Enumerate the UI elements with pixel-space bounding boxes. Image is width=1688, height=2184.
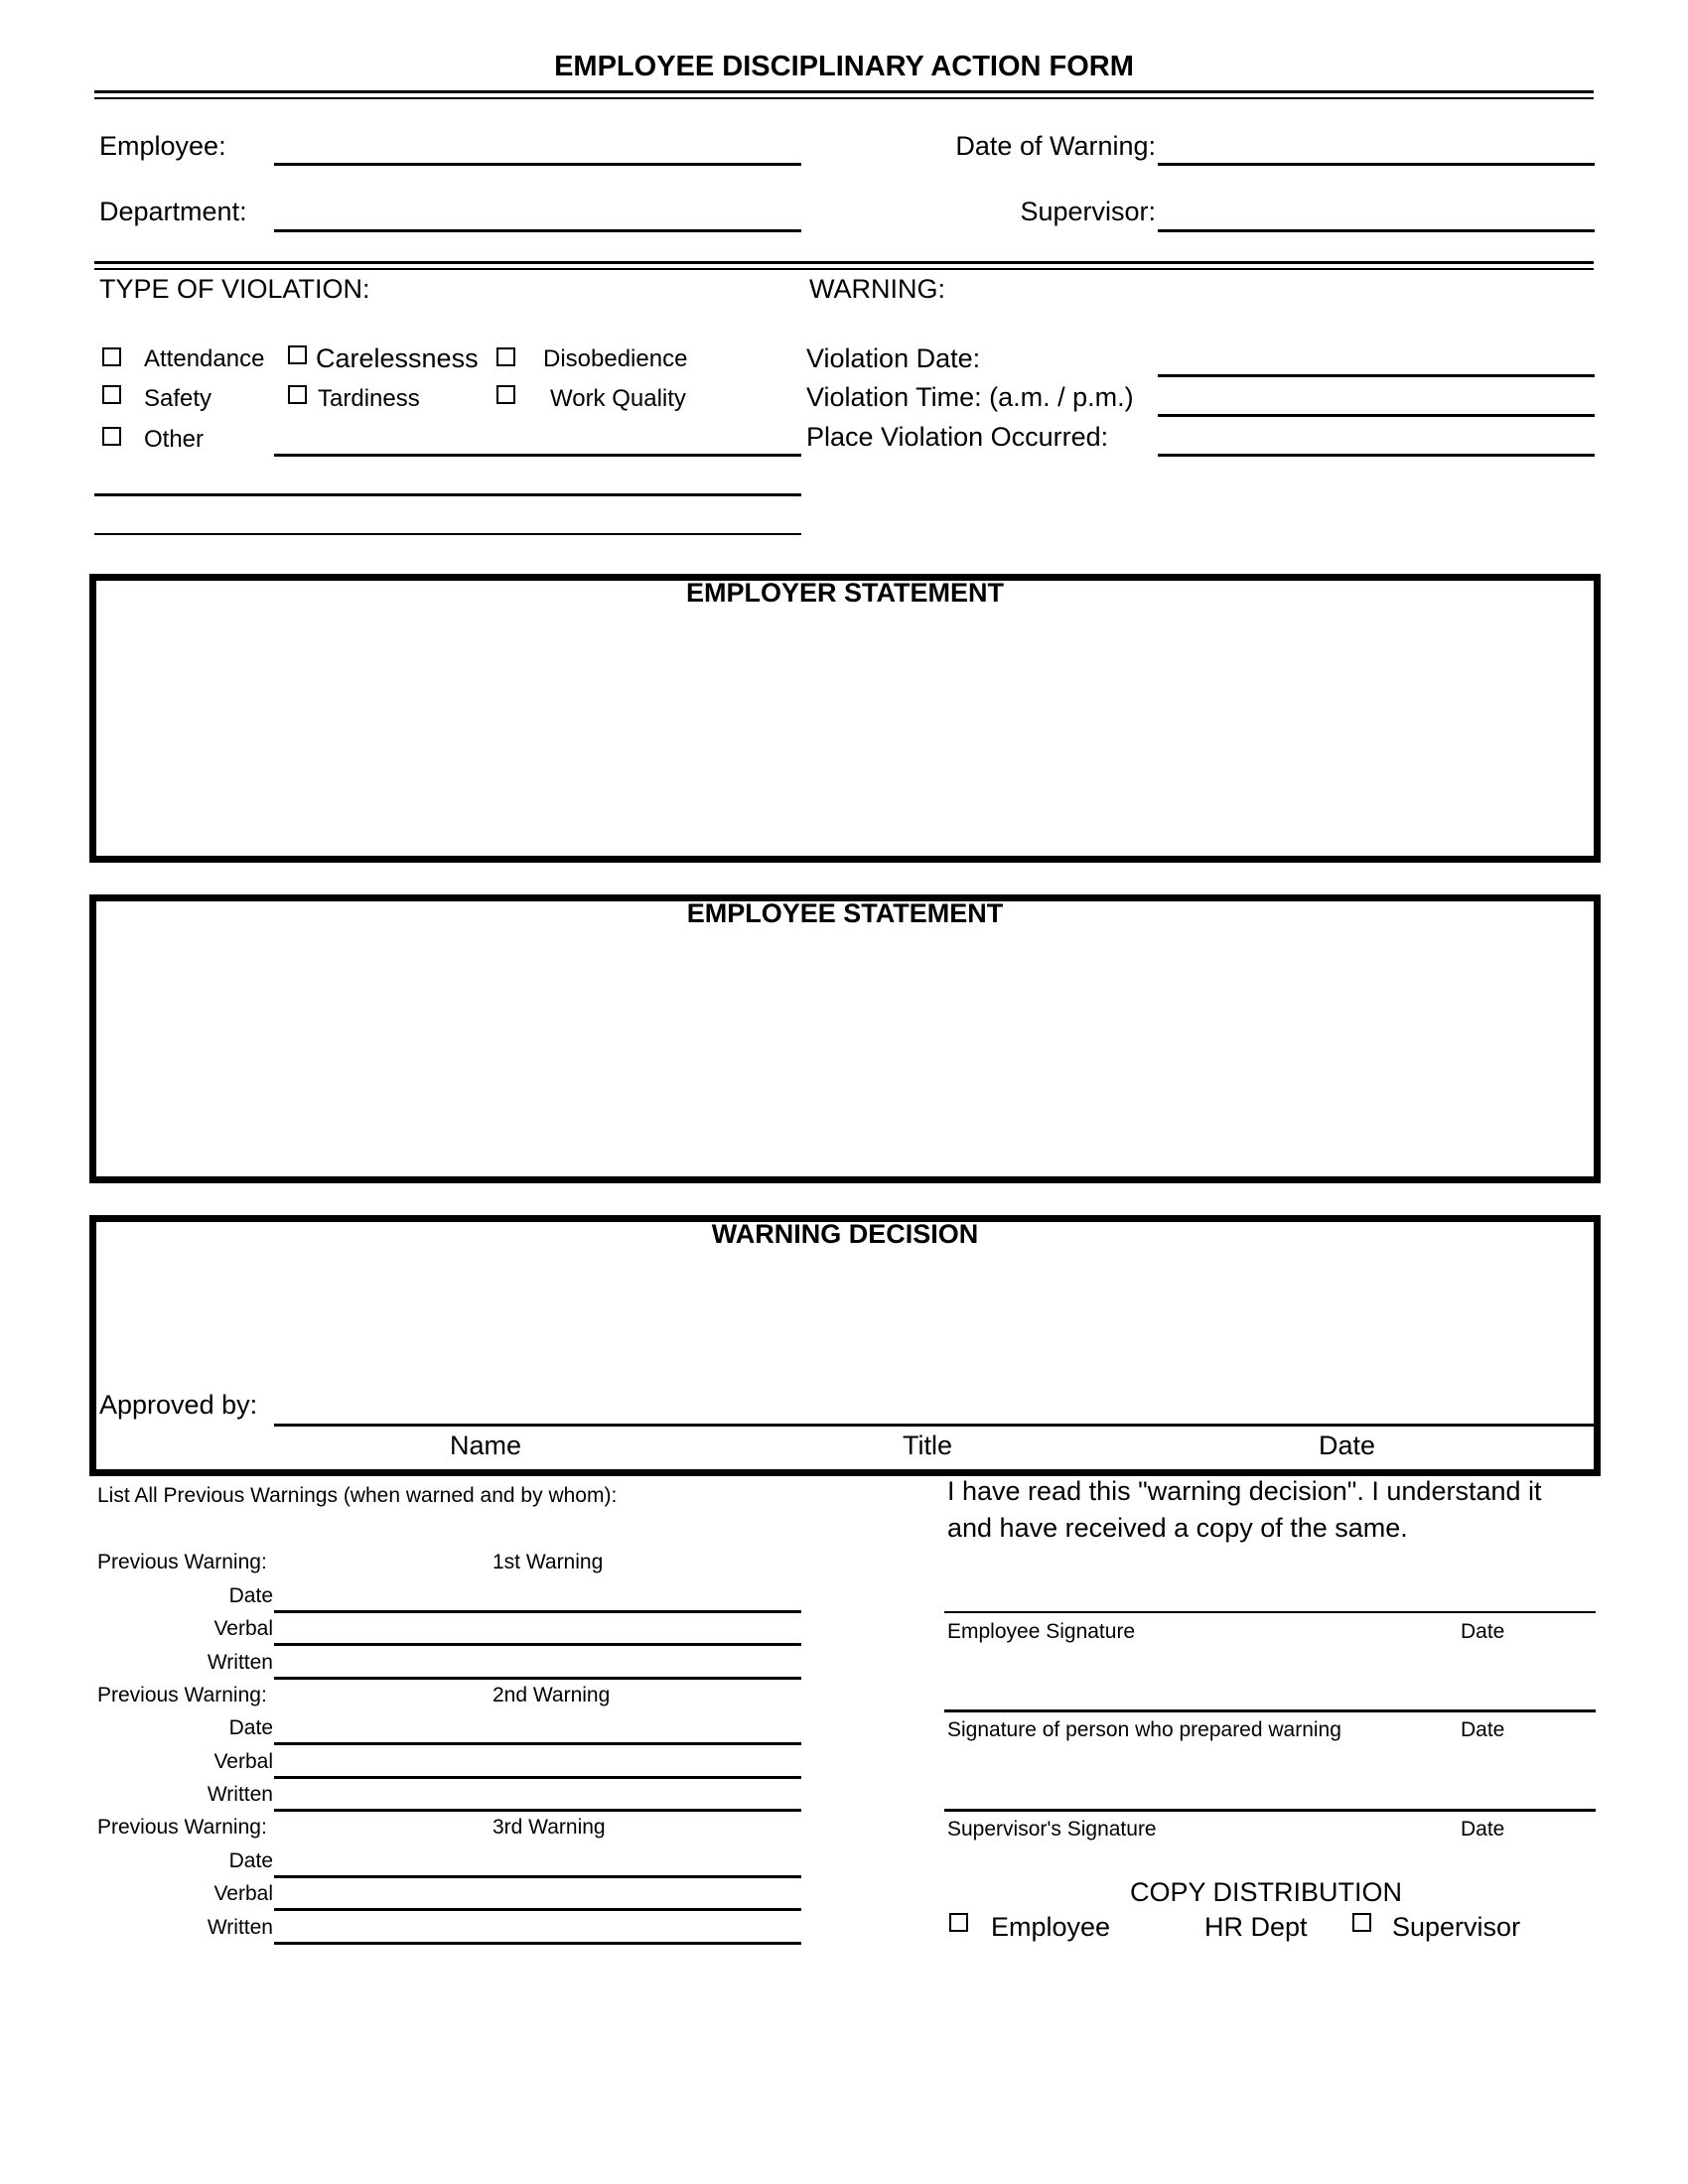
other-field-line-3[interactable] [94,533,801,535]
copy-employee-label: Employee [991,1912,1111,1942]
previous-warning-label-3: Previous Warning: [97,1816,267,1839]
second-warning-label: 2nd Warning [492,1684,611,1706]
third-date-field[interactable] [274,1875,801,1878]
third-written-field[interactable] [274,1942,801,1945]
other-label: Other [144,426,205,453]
second-written-label: Written [207,1783,273,1806]
first-written-field[interactable] [274,1677,801,1680]
attendance-checkbox[interactable] [102,347,121,366]
warning-heading: WARNING: [809,274,945,304]
supervisor-signature-field[interactable] [944,1809,1596,1812]
third-verbal-label: Verbal [213,1882,273,1905]
employee-statement-heading: EMPLOYEE STATEMENT [686,898,1004,928]
first-written-label: Written [207,1651,273,1674]
section-rule-top [94,261,1594,264]
employee-statement-box[interactable] [89,894,1601,1183]
supervisor-label: Supervisor: [1020,197,1156,226]
date-of-warning-field[interactable] [1158,163,1595,166]
place-violation-label: Place Violation Occurred: [806,422,1109,452]
tardiness-label: Tardiness [318,385,420,412]
violation-time-label: Violation Time: (a.m. / p.m.) [806,382,1134,412]
violation-date-label: Violation Date: [806,343,981,373]
tardiness-checkbox[interactable] [288,385,307,404]
first-verbal-label: Verbal [213,1617,273,1640]
employee-signature-field[interactable] [944,1611,1596,1613]
form-title: EMPLOYEE DISCIPLINARY ACTION FORM [554,51,1134,82]
employee-label: Employee: [99,131,226,161]
supervisor-field[interactable] [1158,229,1595,232]
section-rule-bottom [94,268,1594,270]
first-verbal-field[interactable] [274,1643,801,1646]
acknowledgement-line-2: and have received a copy of the same. [947,1513,1408,1543]
approved-by-field[interactable] [274,1424,1597,1427]
safety-checkbox[interactable] [102,385,121,404]
safety-label: Safety [144,385,212,412]
third-date-label: Date [228,1849,273,1872]
second-date-field[interactable] [274,1742,801,1745]
second-written-field[interactable] [274,1809,801,1812]
employee-signature-date-label: Date [1461,1620,1505,1643]
violation-heading: TYPE OF VIOLATION: [99,274,370,304]
other-field-line-2[interactable] [94,493,801,496]
preparer-signature-field[interactable] [944,1709,1596,1712]
second-date-label: Date [228,1716,273,1739]
approved-by-label: Approved by: [99,1390,258,1420]
employee-field[interactable] [274,163,801,166]
preparer-signature-label: Signature of person who prepared warning [947,1718,1341,1741]
employer-statement-box[interactable] [89,574,1601,863]
department-field[interactable] [274,229,801,232]
second-verbal-label: Verbal [213,1750,273,1773]
other-field[interactable] [274,454,801,457]
title-rule-top [94,90,1594,93]
department-label: Department: [99,197,247,226]
work-quality-checkbox[interactable] [496,385,515,404]
approved-title-label: Title [903,1431,953,1460]
approved-name-label: Name [450,1431,522,1460]
title-rule-bottom [94,97,1594,99]
copy-distribution-heading: COPY DISTRIBUTION [1130,1877,1403,1907]
acknowledgement-line-1: I have read this "warning decision". I understand it [947,1476,1542,1506]
employer-statement-heading: EMPLOYER STATEMENT [685,578,1004,608]
previous-warnings-heading: List All Previous Warnings (when warned and by whom): [97,1484,618,1507]
other-checkbox[interactable] [102,427,121,446]
copy-supervisor-checkbox[interactable] [1352,1913,1371,1932]
approved-date-label: Date [1319,1431,1376,1460]
carelessness-checkbox[interactable] [288,345,307,364]
copy-hr-dept-label: HR Dept [1204,1912,1308,1942]
first-date-field[interactable] [274,1610,801,1613]
first-warning-label: 1st Warning [492,1551,604,1573]
place-violation-field[interactable] [1158,454,1595,457]
supervisor-signature-date-label: Date [1461,1818,1505,1841]
copy-employee-checkbox[interactable] [949,1913,968,1932]
warning-decision-heading: WARNING DECISION [711,1219,979,1249]
copy-supervisor-label: Supervisor [1392,1912,1521,1942]
violation-date-field[interactable] [1158,374,1595,377]
third-verbal-field[interactable] [274,1908,801,1911]
first-date-label: Date [228,1584,273,1607]
date-of-warning-label: Date of Warning: [955,131,1156,161]
third-warning-label: 3rd Warning [492,1816,606,1839]
second-verbal-field[interactable] [274,1776,801,1779]
disobedience-label: Disobedience [543,345,688,372]
previous-warning-label-1: Previous Warning: [97,1551,267,1573]
attendance-label: Attendance [144,345,265,372]
previous-warning-label-2: Previous Warning: [97,1684,267,1706]
supervisor-signature-label: Supervisor's Signature [947,1818,1157,1841]
third-written-label: Written [207,1916,273,1939]
employee-signature-label: Employee Signature [947,1620,1136,1643]
violation-time-field[interactable] [1158,414,1595,417]
work-quality-label: Work Quality [550,385,686,412]
carelessness-label: Carelessness [316,343,479,373]
preparer-signature-date-label: Date [1461,1718,1505,1741]
disobedience-checkbox[interactable] [496,347,515,366]
